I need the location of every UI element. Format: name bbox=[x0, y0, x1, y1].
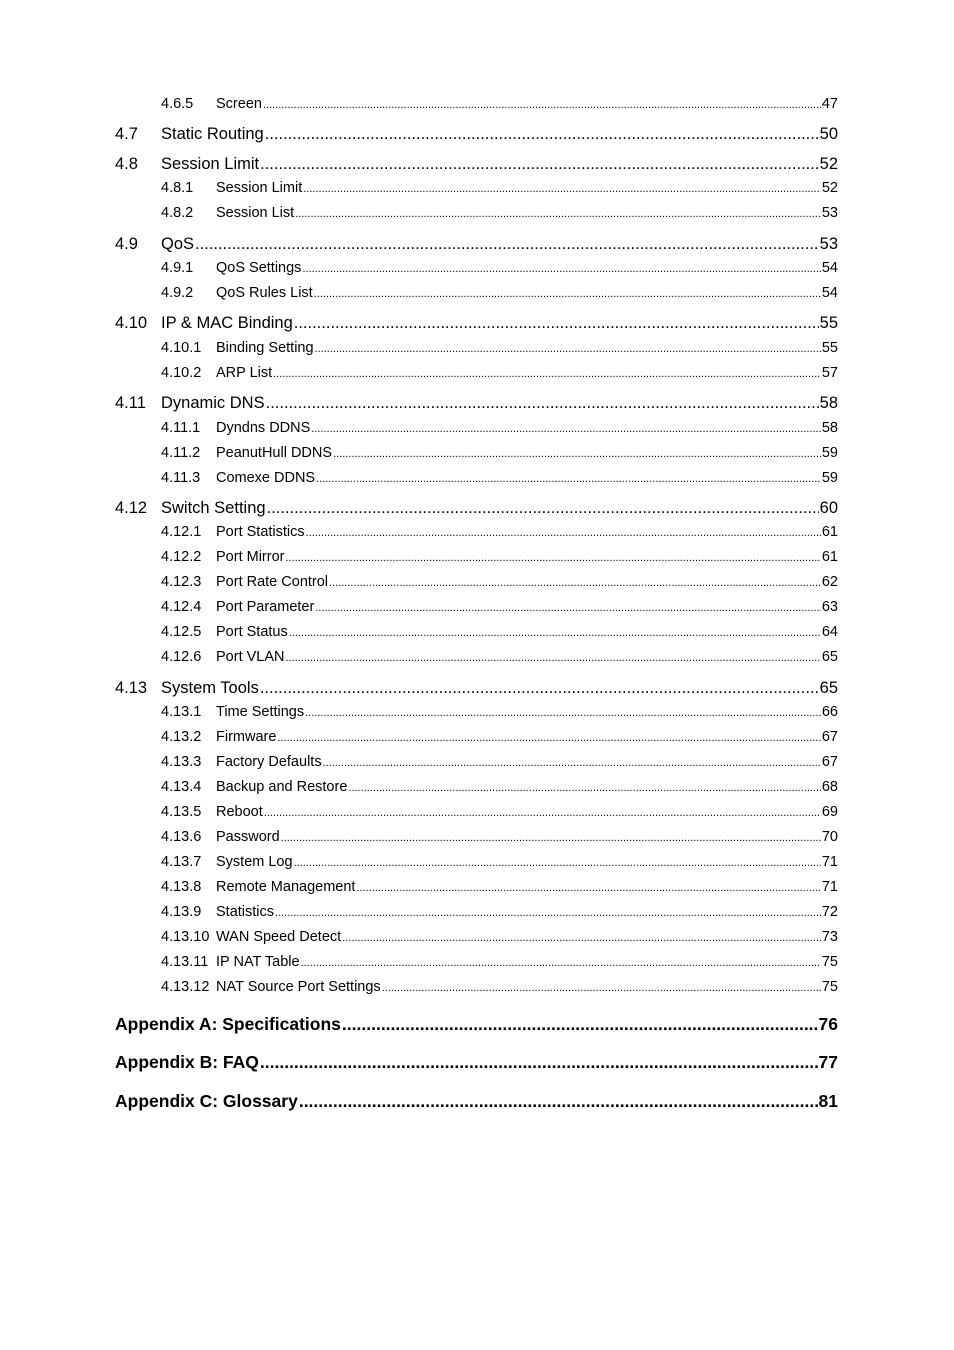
toc-entry-title: PeanutHull DDNS bbox=[216, 445, 333, 461]
toc-entry bbox=[161, 180, 838, 196]
dot-leader bbox=[314, 288, 821, 300]
toc-entry bbox=[161, 729, 838, 745]
toc-entry-number: 4.13.6 bbox=[161, 829, 202, 845]
toc-entry-title: Session Limit bbox=[161, 155, 260, 173]
toc-entry-title: System Log bbox=[216, 854, 293, 870]
toc-entry-number: 4.12.6 bbox=[161, 649, 202, 665]
toc-entry-page-number: 60 bbox=[819, 499, 838, 517]
toc-entry-page-number: 63 bbox=[821, 599, 838, 615]
toc-entry-number: 4.8 bbox=[115, 155, 138, 173]
toc-entry-page-number: 71 bbox=[821, 854, 838, 870]
toc-entry-number: 4.11.2 bbox=[161, 445, 201, 461]
toc-entry-number: 4.12.2 bbox=[161, 549, 202, 565]
toc-entry-number: 4.13 bbox=[115, 679, 148, 697]
dot-leader bbox=[348, 782, 820, 794]
dot-leader bbox=[286, 652, 821, 664]
toc-entry-page-number: 76 bbox=[818, 1014, 838, 1034]
toc-entry bbox=[161, 954, 838, 970]
toc-entry-page-number: 55 bbox=[819, 314, 838, 332]
toc-entry bbox=[161, 574, 838, 590]
toc-entry-number: 4.10 bbox=[115, 314, 148, 332]
toc-entry-number: 4.11.1 bbox=[161, 420, 201, 436]
dot-leader bbox=[315, 343, 821, 355]
toc-entry bbox=[161, 804, 838, 820]
toc-entry-number: 4.13.3 bbox=[161, 754, 202, 770]
toc-entry-number: 4.12.3 bbox=[161, 574, 202, 590]
toc-entry-number: 4.10.1 bbox=[161, 340, 202, 356]
dot-leader bbox=[295, 208, 821, 220]
toc-entry-title: Comexe DDNS bbox=[216, 470, 316, 486]
toc-entry-number: 4.11.3 bbox=[161, 470, 201, 486]
toc-entry-title: QoS Settings bbox=[216, 260, 302, 276]
toc-entry-title: Remote Management bbox=[216, 879, 356, 895]
toc-entry bbox=[161, 624, 838, 640]
toc-entry-title: WAN Speed Detect bbox=[216, 929, 342, 945]
dot-leader bbox=[267, 499, 819, 518]
toc-entry bbox=[161, 904, 838, 920]
toc-entry bbox=[161, 649, 838, 665]
toc-entry-page-number: 64 bbox=[821, 624, 838, 640]
toc-entry-page-number: 57 bbox=[821, 365, 838, 381]
toc-entry-title: Port VLAN bbox=[216, 649, 285, 665]
toc-entry-number: 4.13.4 bbox=[161, 779, 202, 795]
toc-entry-title: ARP List bbox=[216, 365, 273, 381]
toc-entry bbox=[161, 754, 838, 770]
toc-entry-page-number: 70 bbox=[821, 829, 838, 845]
toc-entry-page-number: 47 bbox=[821, 96, 838, 112]
toc-entry bbox=[161, 285, 838, 301]
toc-entry-page-number: 61 bbox=[821, 549, 838, 565]
toc-entry-title: QoS Rules List bbox=[216, 285, 313, 301]
toc-entry-number: 4.9.1 bbox=[161, 260, 194, 276]
toc-entry bbox=[115, 155, 838, 174]
toc-entry-number: 4.12.4 bbox=[161, 599, 202, 615]
toc-entry bbox=[161, 829, 838, 845]
dot-leader bbox=[264, 807, 821, 819]
toc-entry bbox=[115, 1052, 838, 1073]
toc-entry bbox=[115, 1091, 838, 1112]
dot-leader bbox=[277, 732, 820, 744]
toc-entry-page-number: 75 bbox=[821, 979, 838, 995]
toc-entry-title: Port Status bbox=[216, 624, 288, 640]
toc-entry-number: 4.13.2 bbox=[161, 729, 202, 745]
dot-leader bbox=[315, 602, 821, 614]
toc-entry-title: Port Parameter bbox=[216, 599, 315, 615]
toc-entry-title: Password bbox=[216, 829, 280, 845]
dot-leader bbox=[260, 155, 819, 174]
toc-entry-title: Firmware bbox=[216, 729, 277, 745]
toc-entry-number: 4.8.2 bbox=[161, 205, 194, 221]
toc-entry bbox=[161, 929, 838, 945]
dot-leader bbox=[289, 627, 821, 639]
toc-entry-page-number: 66 bbox=[821, 704, 838, 720]
toc-entry-number: 4.8.1 bbox=[161, 180, 194, 196]
toc-entry-page-number: 58 bbox=[821, 420, 838, 436]
dot-leader bbox=[342, 932, 821, 944]
toc-entry bbox=[115, 314, 838, 333]
toc-entry bbox=[115, 679, 838, 698]
toc-entry-page-number: 71 bbox=[821, 879, 838, 895]
toc-entry bbox=[161, 205, 838, 221]
toc-entry-number: 4.13.7 bbox=[161, 854, 202, 870]
toc-entry-page-number: 62 bbox=[821, 574, 838, 590]
toc-entry-title: Dyndns DDNS bbox=[216, 420, 311, 436]
toc-entry bbox=[161, 524, 838, 540]
dot-leader bbox=[281, 832, 821, 844]
toc-entry-page-number: 72 bbox=[821, 904, 838, 920]
toc-entry bbox=[161, 779, 838, 795]
toc-entry-page-number: 67 bbox=[821, 754, 838, 770]
toc-entry-title: Appendix B: FAQ bbox=[115, 1052, 259, 1072]
toc-entry-page-number: 65 bbox=[821, 649, 838, 665]
toc-entry-title: Appendix A: Specifications bbox=[115, 1014, 341, 1034]
toc-entry-title: Time Settings bbox=[216, 704, 305, 720]
dot-leader bbox=[306, 527, 821, 539]
toc-entry-title: Port Mirror bbox=[216, 549, 285, 565]
dot-leader bbox=[273, 368, 821, 380]
dot-leader bbox=[195, 235, 819, 254]
toc-entry-title: Session Limit bbox=[216, 180, 303, 196]
toc-entry-number: 4.10.2 bbox=[161, 365, 202, 381]
dot-leader bbox=[294, 857, 821, 869]
toc-entry-page-number: 75 bbox=[821, 954, 838, 970]
toc-entry bbox=[161, 549, 838, 565]
dot-leader bbox=[263, 99, 821, 111]
dot-leader bbox=[299, 1091, 818, 1112]
toc-entry bbox=[161, 96, 838, 112]
toc-entry-page-number: 55 bbox=[821, 340, 838, 356]
toc-entry-title: IP NAT Table bbox=[216, 954, 300, 970]
toc-entry-page-number: 65 bbox=[819, 679, 838, 697]
toc-entry-page-number: 59 bbox=[821, 470, 838, 486]
toc-entry bbox=[115, 499, 838, 518]
toc-entry bbox=[161, 445, 838, 461]
toc-entry-title: Appendix C: Glossary bbox=[115, 1091, 298, 1111]
toc-entry-title: Binding Setting bbox=[216, 340, 314, 356]
toc-entry-title: QoS bbox=[161, 235, 195, 253]
toc-entry-number: 4.9.2 bbox=[161, 285, 194, 301]
toc-entry-page-number: 81 bbox=[818, 1091, 838, 1111]
dot-leader bbox=[301, 957, 821, 969]
dot-leader bbox=[303, 183, 821, 195]
toc-entry-page-number: 53 bbox=[819, 235, 838, 253]
toc-entry-title: Dynamic DNS bbox=[161, 394, 265, 412]
toc-entry bbox=[161, 470, 838, 486]
toc-entry-title: System Tools bbox=[161, 679, 259, 697]
toc-entry bbox=[115, 394, 838, 413]
toc-entry bbox=[161, 704, 838, 720]
toc-entry-page-number: 52 bbox=[821, 180, 838, 196]
toc-entry-title: Port Statistics bbox=[216, 524, 305, 540]
toc-entry-page-number: 77 bbox=[818, 1052, 838, 1072]
toc-entry-page-number: 53 bbox=[821, 205, 838, 221]
dot-leader bbox=[305, 707, 821, 719]
toc-entry-title: Statistics bbox=[216, 904, 275, 920]
toc-entry-number: 4.13.12 bbox=[161, 979, 210, 995]
dot-leader bbox=[302, 263, 820, 275]
toc-entry-page-number: 61 bbox=[821, 524, 838, 540]
dot-leader bbox=[260, 679, 819, 698]
toc-entry-page-number: 58 bbox=[819, 394, 838, 412]
toc-entry-page-number: 68 bbox=[821, 779, 838, 795]
toc-entry bbox=[161, 599, 838, 615]
toc-entry bbox=[161, 260, 838, 276]
toc-entry-title: Static Routing bbox=[161, 125, 264, 143]
toc-entry-title: Factory Defaults bbox=[216, 754, 322, 770]
toc-entry-title: NAT Source Port Settings bbox=[216, 979, 381, 995]
toc-entry-title: Screen bbox=[216, 96, 262, 112]
toc-entry-number: 4.12.5 bbox=[161, 624, 202, 640]
dot-leader bbox=[265, 125, 819, 144]
dot-leader bbox=[285, 552, 820, 564]
toc-entry bbox=[161, 979, 838, 995]
toc-entry-number: 4.11 bbox=[115, 394, 146, 412]
toc-entry-title: Reboot bbox=[216, 804, 263, 820]
dot-leader bbox=[329, 577, 821, 589]
dot-leader bbox=[333, 448, 821, 460]
toc-entry bbox=[161, 420, 838, 436]
toc-entry-number: 4.13.11 bbox=[161, 954, 209, 970]
toc-entry-number: 4.9 bbox=[115, 235, 138, 253]
toc-entry-page-number: 54 bbox=[821, 260, 838, 276]
dot-leader bbox=[311, 423, 821, 435]
toc-entry bbox=[115, 235, 838, 254]
toc-entry-number: 4.12.1 bbox=[161, 524, 202, 540]
toc-entry-number: 4.13.1 bbox=[161, 704, 202, 720]
toc-entry-number: 4.13.5 bbox=[161, 804, 202, 820]
toc-entry-page-number: 52 bbox=[819, 155, 838, 173]
toc-entry-title: Session List bbox=[216, 205, 295, 221]
toc-entry-page-number: 50 bbox=[819, 125, 838, 143]
dot-leader bbox=[323, 757, 821, 769]
toc-entry bbox=[161, 879, 838, 895]
toc-entry-number: 4.13.10 bbox=[161, 929, 210, 945]
toc-entry-title: IP & MAC Binding bbox=[161, 314, 293, 332]
dot-leader bbox=[294, 314, 819, 333]
toc-entry-number: 4.12 bbox=[115, 499, 148, 517]
toc-entry bbox=[161, 340, 838, 356]
toc-entry bbox=[115, 1014, 838, 1035]
toc-entry-title: Backup and Restore bbox=[216, 779, 348, 795]
toc-entry-number: 4.13.8 bbox=[161, 879, 202, 895]
toc-entry-number: 4.7 bbox=[115, 125, 138, 143]
dot-leader bbox=[382, 982, 821, 994]
toc-entry-page-number: 59 bbox=[821, 445, 838, 461]
dot-leader bbox=[342, 1014, 818, 1035]
toc-entry bbox=[161, 365, 838, 381]
toc-entry-page-number: 54 bbox=[821, 285, 838, 301]
toc-entry bbox=[161, 854, 838, 870]
toc-entry-number: 4.6.5 bbox=[161, 96, 194, 112]
toc-entry-title: Switch Setting bbox=[161, 499, 266, 517]
toc-entry-page-number: 67 bbox=[821, 729, 838, 745]
dot-leader bbox=[266, 394, 819, 413]
toc-entry-number: 4.13.9 bbox=[161, 904, 202, 920]
dot-leader bbox=[316, 473, 821, 485]
toc-entry bbox=[115, 125, 838, 144]
dot-leader bbox=[356, 882, 820, 894]
toc-entry-page-number: 73 bbox=[821, 929, 838, 945]
dot-leader bbox=[260, 1052, 818, 1073]
toc-entry-page-number: 69 bbox=[821, 804, 838, 820]
dot-leader bbox=[275, 907, 821, 919]
toc-entry-title: Port Rate Control bbox=[216, 574, 329, 590]
